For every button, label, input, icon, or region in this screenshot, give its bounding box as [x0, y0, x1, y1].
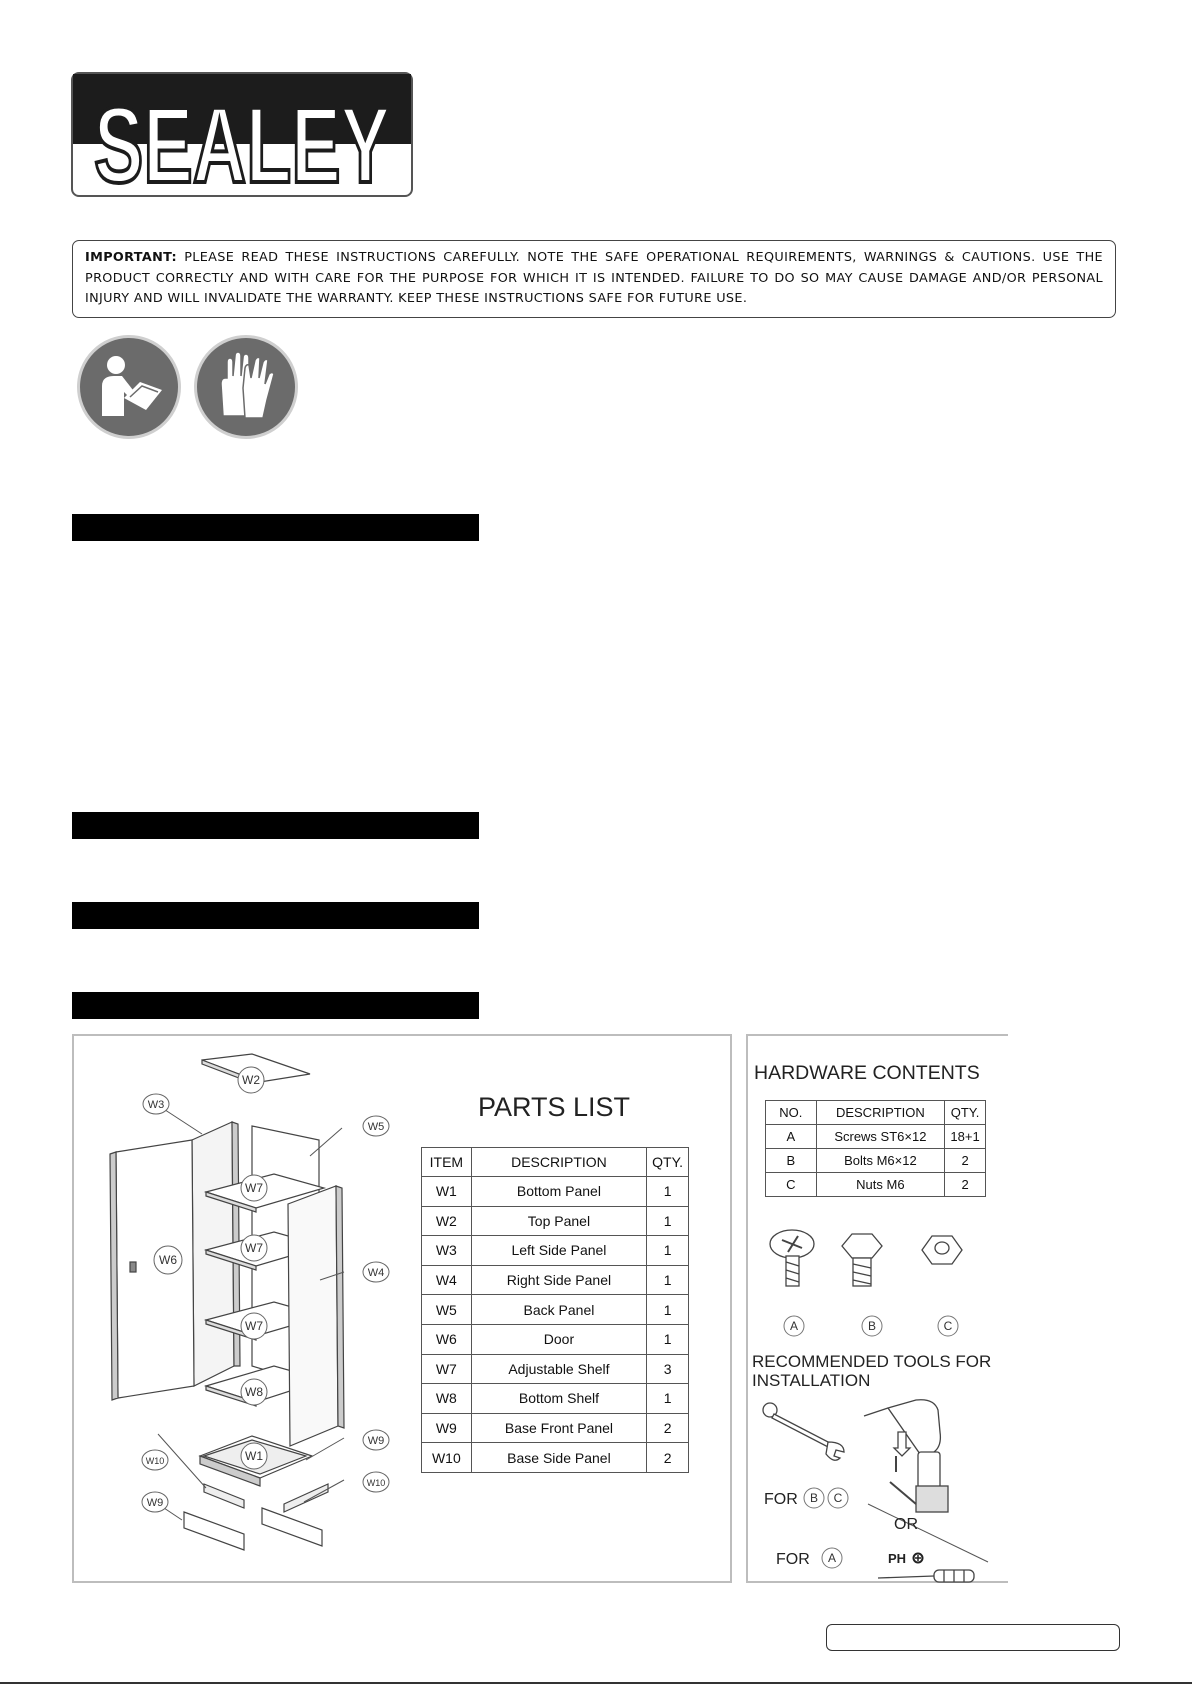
- logo-wordmark: SEALEY: [94, 84, 390, 205]
- screw-icon: [770, 1230, 814, 1286]
- parts-list-table: [421, 1147, 689, 1473]
- important-notice: [72, 240, 1116, 318]
- bolt-icon: [842, 1234, 882, 1286]
- for-bc-c: C: [833, 1491, 843, 1505]
- tools-title-line2: INSTALLATION: [752, 1371, 871, 1390]
- part-qty: 1: [647, 1324, 689, 1354]
- section-heading-bar: [72, 812, 479, 839]
- for-label-bc: FOR: [764, 1491, 798, 1508]
- part-description: Top Panel: [471, 1206, 646, 1236]
- label-w7-1: W7: [245, 1181, 263, 1195]
- label-w1: W1: [245, 1449, 263, 1463]
- hw-description: Nuts M6: [816, 1173, 944, 1197]
- parts-list-panel: [72, 1034, 732, 1583]
- part-qty: 1: [647, 1265, 689, 1295]
- screwdriver-icon: [878, 1570, 974, 1582]
- part-description: Right Side Panel: [471, 1265, 646, 1295]
- hardware-icons: [748, 1222, 1006, 1342]
- label-w4: W4: [367, 1267, 385, 1279]
- part-description: Left Side Panel: [471, 1236, 646, 1266]
- hw-qty: 2: [945, 1149, 986, 1173]
- hw-col-no: NO.: [766, 1101, 817, 1125]
- wrench-icon: [763, 1403, 844, 1460]
- label-w6: W6: [159, 1253, 177, 1267]
- part-item: W3: [422, 1236, 472, 1266]
- exploded-cabinet-diagram: [74, 1036, 434, 1581]
- parts-row: [422, 1443, 689, 1473]
- for-a-label: A: [827, 1551, 837, 1565]
- parts-row: [422, 1384, 689, 1414]
- hw-qty: 18+1: [945, 1125, 986, 1149]
- part-item: W2: [422, 1206, 472, 1236]
- parts-row: [422, 1177, 689, 1207]
- label-w5: W5: [367, 1121, 385, 1133]
- parts-row: [422, 1236, 689, 1266]
- part-item: W5: [422, 1295, 472, 1325]
- col-header-item: ITEM: [422, 1148, 472, 1177]
- hardware-row: [766, 1125, 986, 1149]
- parts-row: [422, 1413, 689, 1443]
- bottom-rule: [0, 1682, 1192, 1684]
- hw-description: Screws ST6×12: [816, 1125, 944, 1149]
- label-w7-2: W7: [245, 1241, 263, 1255]
- label-w9-right: W9: [367, 1435, 385, 1447]
- part-item: W8: [422, 1384, 472, 1414]
- part-qty: 1: [647, 1177, 689, 1207]
- part-description: Bottom Shelf: [471, 1384, 646, 1414]
- drill-icon: [864, 1400, 948, 1512]
- label-w2: W2: [242, 1073, 260, 1087]
- section-heading-bar: [72, 992, 479, 1019]
- parts-row: [422, 1265, 689, 1295]
- section-heading-bar: [72, 514, 479, 541]
- part-item: W1: [422, 1177, 472, 1207]
- part-description: Adjustable Shelf: [471, 1354, 646, 1384]
- part-qty: 1: [647, 1384, 689, 1414]
- hardware-panel: [746, 1034, 1008, 1583]
- for-bc-b: B: [809, 1491, 819, 1505]
- hardware-title: HARDWARE CONTENTS: [754, 1062, 980, 1084]
- col-header-qty: QTY.: [647, 1148, 689, 1177]
- label-w8: W8: [245, 1385, 263, 1399]
- label-w7-3: W7: [245, 1319, 263, 1333]
- sealey-logo: [71, 72, 413, 205]
- parts-row: [422, 1206, 689, 1236]
- ph-label: PH: [888, 1551, 907, 1566]
- part-qty: 2: [647, 1443, 689, 1473]
- wear-gloves-icon: [194, 335, 298, 439]
- parts-list-title: PARTS LIST: [477, 1092, 631, 1122]
- part-description: Base Front Panel: [471, 1413, 646, 1443]
- hardware-row: [766, 1149, 986, 1173]
- icon-label-a: A: [789, 1319, 799, 1333]
- nut-icon: [922, 1236, 962, 1264]
- tools-title: [752, 1352, 991, 1390]
- read-manual-icon: [77, 335, 181, 439]
- hw-col-description: DESCRIPTION: [816, 1101, 944, 1125]
- part-description: Door: [471, 1324, 646, 1354]
- important-label: IMPORTANT:: [85, 250, 178, 265]
- parts-row: [422, 1354, 689, 1384]
- hw-no: B: [766, 1149, 817, 1173]
- hw-description: Bolts M6×12: [816, 1149, 944, 1173]
- part-item: W4: [422, 1265, 472, 1295]
- parts-row: [422, 1295, 689, 1325]
- part-item: W6: [422, 1324, 472, 1354]
- icon-label-c: C: [943, 1319, 953, 1333]
- important-text: PLEASE READ THESE INSTRUCTIONS CAREFULLY. NOTE THE SAFE OPERATIONAL REQUIREMENTS, WARNINGS & CAUTIONS. USE THE PRODUCT CORRECTLY AND WITH CARE FOR THE PURPOSE FOR WHICH IT IS INTENDED. FAILURE TO DO SO MAY CAUSE DAMAGE AND/OR PERSONAL INJURY AND WILL INVALIDATE THE WARRANTY. KEEP THESE INSTRUCTIONS SAFE FOR FUTURE USE.: [85, 250, 1103, 306]
- hw-qty: 2: [945, 1173, 986, 1197]
- tools-title-line1: RECOMMENDED TOOLS FOR: [752, 1352, 992, 1371]
- part-qty: 1: [647, 1206, 689, 1236]
- tools-illustration: [748, 1392, 1006, 1582]
- part-description: Back Panel: [471, 1295, 646, 1325]
- part-description: Base Side Panel: [471, 1443, 646, 1473]
- part-qty: 1: [647, 1295, 689, 1325]
- col-header-description: DESCRIPTION: [471, 1148, 646, 1177]
- hardware-table: [765, 1100, 986, 1197]
- part-qty: 3: [647, 1354, 689, 1384]
- label-w3: W3: [147, 1099, 165, 1111]
- or-label: OR: [894, 1516, 918, 1533]
- hardware-row: [766, 1173, 986, 1197]
- icon-label-b: B: [867, 1319, 877, 1333]
- part-item: W9: [422, 1413, 472, 1443]
- label-w10-left: W10: [145, 1456, 165, 1466]
- hw-no: A: [766, 1125, 817, 1149]
- label-w10-right: W10: [366, 1478, 386, 1488]
- section-heading-bar: [72, 902, 479, 929]
- hw-col-qty: QTY.: [945, 1101, 986, 1125]
- part-item: W10: [422, 1443, 472, 1473]
- parts-row: [422, 1324, 689, 1354]
- part-qty: 2: [647, 1413, 689, 1443]
- footer-box: [826, 1624, 1120, 1651]
- for-label-a: FOR: [776, 1551, 810, 1568]
- hw-no: C: [766, 1173, 817, 1197]
- part-qty: 1: [647, 1236, 689, 1266]
- part-item: W7: [422, 1354, 472, 1384]
- part-description: Bottom Panel: [471, 1177, 646, 1207]
- label-w9-left: W9: [146, 1497, 164, 1509]
